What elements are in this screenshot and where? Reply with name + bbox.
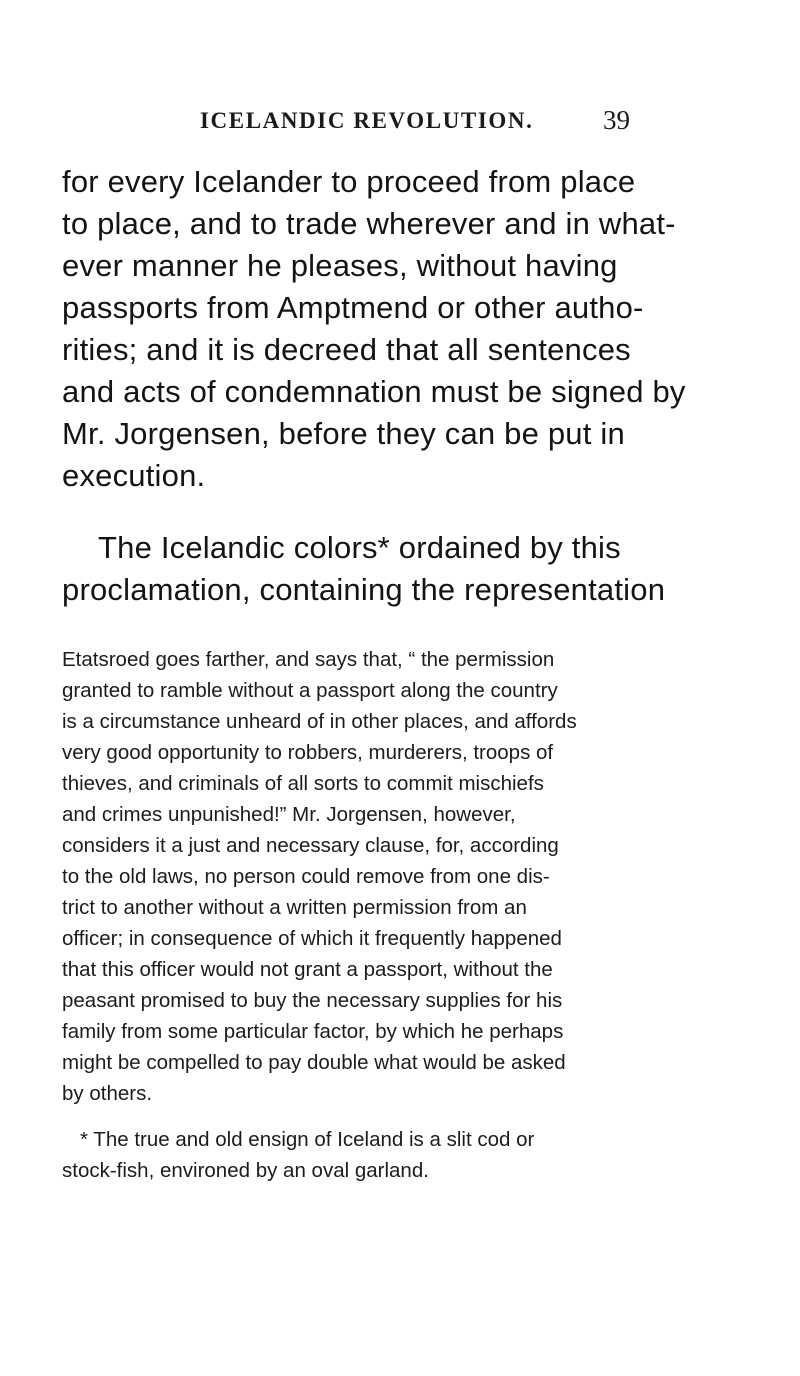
footnote-line: might be compelled to pay double what would be asked — [62, 1051, 566, 1074]
footnote-line: is a circumstance unheard of in other places, and affords — [62, 710, 577, 733]
footnote-line: Etatsroed goes farther, and says that, “ the permission — [62, 648, 555, 671]
footnote-line: by others. — [62, 1082, 153, 1105]
body-line: and acts of condemnation must be signed by — [62, 374, 686, 409]
body-line: proclamation, containing the representation — [62, 572, 666, 607]
footnote-line: officer; in consequence of which it frequently happened — [62, 927, 562, 950]
footnote-line: very good opportunity to robbers, murderers, troops of — [62, 741, 554, 764]
body-line: for every Icelander to proceed from place — [62, 164, 636, 199]
footnote-line: peasant promised to buy the necessary supplies for his — [62, 989, 563, 1012]
body-line: to place, and to trade wherever and in what- — [62, 206, 676, 241]
running-head: ICELANDIC REVOLUTION. — [200, 108, 534, 133]
footnote-line: family from some particular factor, by which he perhaps — [62, 1020, 564, 1043]
footnote-line: considers it a just and necessary clause, for, according — [62, 834, 559, 857]
body-line: Mr. Jorgensen, before they can be put in — [62, 416, 625, 451]
body-line: passports from Amptmend or other autho- — [62, 290, 644, 325]
page-header — [0, 105, 800, 142]
footnote-line: that this officer would not grant a passport, without the — [62, 958, 553, 981]
body-line: rities; and it is decreed that all sentences — [62, 332, 631, 367]
footnote-line: * The true and old ensign of Iceland is a slit cod or — [80, 1128, 535, 1151]
body-line: execution. — [62, 458, 206, 493]
page-number: 39 — [603, 105, 630, 135]
body-line: The Icelandic colors* ordained by this — [98, 530, 621, 565]
footnote-line: thieves, and criminals of all sorts to commit mischiefs — [62, 772, 544, 795]
footnote-line: stock-fish, environed by an oval garland. — [62, 1159, 429, 1182]
footnote-line: trict to another without a written permission from an — [62, 896, 527, 919]
footnote-line: granted to ramble without a passport along the country — [62, 679, 558, 702]
body-line: ever manner he pleases, without having — [62, 248, 618, 283]
footnote-line: and crimes unpunished!” Mr. Jorgensen, however, — [62, 803, 516, 826]
footnote-line: to the old laws, no person could remove from one dis- — [62, 865, 550, 888]
